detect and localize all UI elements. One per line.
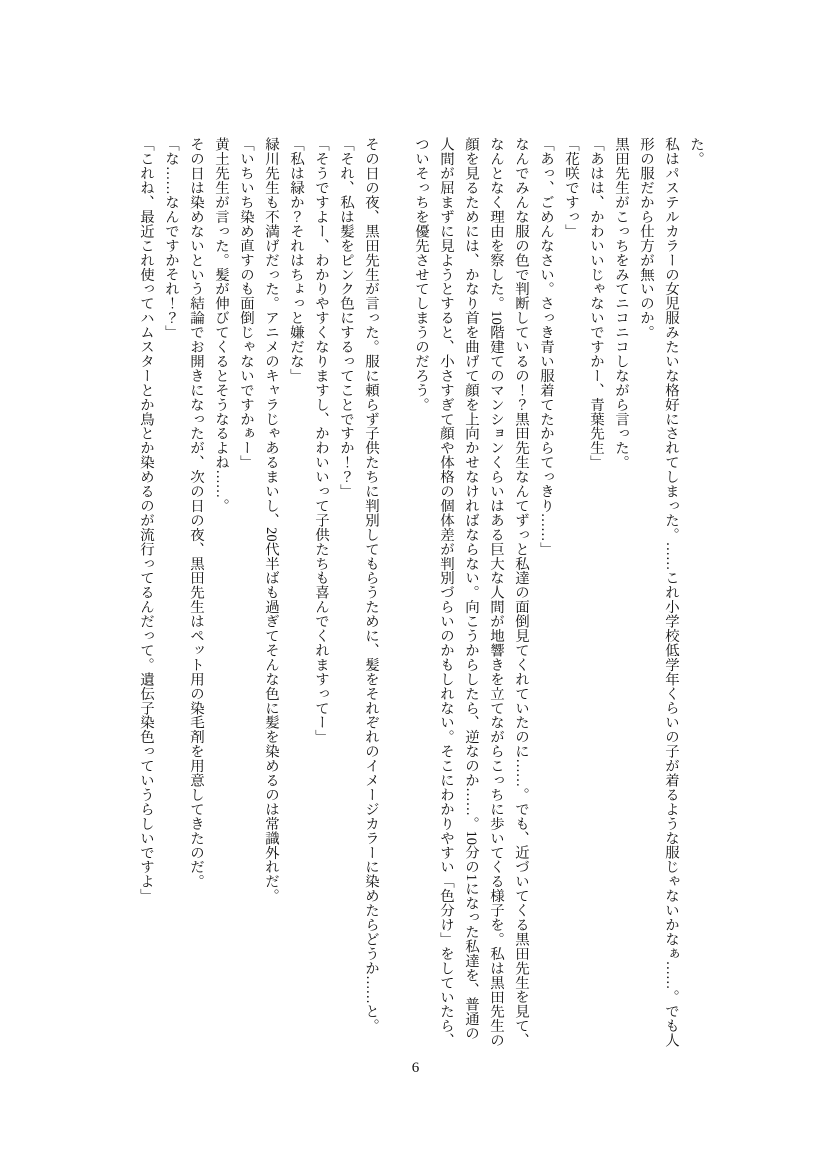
- paragraph-dialogue: 「あはは、かわいいじゃないですかー、青葉先生」: [588, 137, 604, 470]
- paragraph-dialogue: 「花咲ですっ」: [563, 137, 579, 239]
- paragraph: その日は染めないという結論でお開きになったが、次の日の夜、黒田先生はペット用の染毛剤を用意してきたのだ。: [188, 137, 204, 889]
- paragraph-dialogue: 「私は緑か？それはちょっと嫌だな」: [288, 137, 304, 383]
- paragraph: 私はパステルカラーの女児服みたいな格好にされてしまった。……これ小学校低学年くらいの子が着るような服じゃないかなぁ……。でも人形の服だから仕方が無いのか。: [638, 137, 679, 1048]
- paragraph: その日の夜、黒田先生が言った。服に頼らず子供たちに判別してもらうために、髪をそれぞれのイメージカラーに染めたらどうか……と。: [363, 137, 379, 1033]
- paragraph-dialogue: 「これね、最近これ使ってハムスターとか鳥とか染めるのが流行ってるんだって。遺伝子染色っていうらしいですよ」: [138, 137, 154, 903]
- paragraph: 緑川先生も不満げだった。アニメのキャラじゃあるまいし、20代半ばも過ぎてそんな色に髪を染めるのは常識外れだ。: [263, 137, 279, 903]
- paragraph-dialogue: 「あっ、ごめんなさい。さっき青い服着てたからてっきり……」: [538, 137, 554, 557]
- paragraph: なんでみんな服の色で判断しているの！？黒田先生なんてずっと私達の面倒見てくれていたのに……。でも、近づいてくる黒田先生を見て、なんとなく理由を察した。10階建てのマンションくらいはある巨大な人間が地響きを立てながらこっちに歩いてくる様子を。私は黒田先生の顔を見るためには、かなり首を曲げて顔を上向かせなければならない。向こうからしたら、逆なのか……。10分の1になった私達を、普通の人間が屈まずに見ようとすると、小さすぎて顔や体格の個体差が判別づらいのかもしれない。そこにわかりやすい「色分け」をしていたら、ついそっちを優先させてしまうのだろう。: [413, 137, 529, 1048]
- page-number: 6: [411, 1060, 420, 1076]
- paragraph-dialogue: 「いちいち染め直すのも面倒じゃないですかぁー」: [238, 137, 254, 470]
- body-text: [133, 137, 708, 1050]
- paragraph: 黄土先生が言った。髪が伸びてくるとそうなるよね……。: [213, 137, 229, 513]
- paragraph: 黒田先生がこっちをみてニコニコしながら言った。: [613, 137, 629, 470]
- paragraph: た。: [688, 137, 704, 166]
- paragraph-dialogue: 「そうですよー、わかりやすくなりますし、かわいいって子供たちも喜んでくれますってー」: [313, 137, 329, 744]
- paragraph-dialogue: 「それ、私は髪をピンク色にするってことですか！？」: [338, 137, 354, 499]
- paragraph-break: [383, 137, 408, 1050]
- paragraph-dialogue: 「な……なんですかそれ！？」: [163, 137, 179, 340]
